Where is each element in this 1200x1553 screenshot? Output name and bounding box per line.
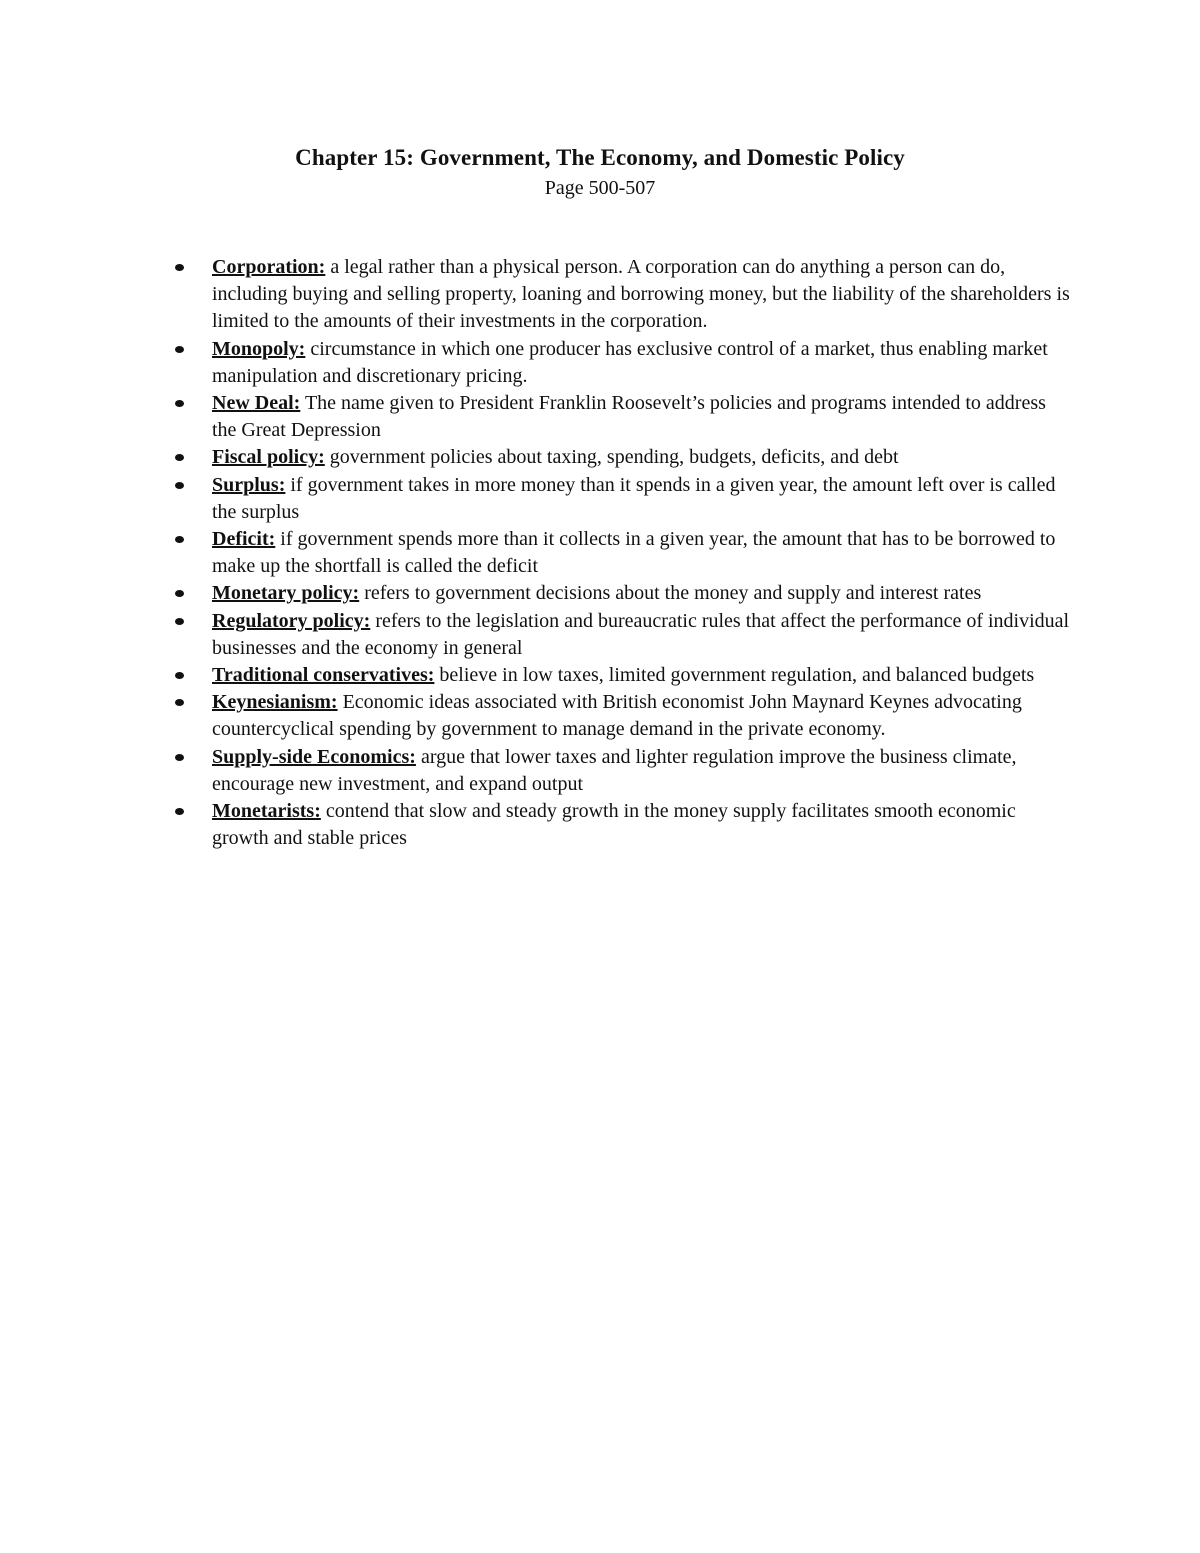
bullet-icon xyxy=(175,699,184,706)
bullet-icon xyxy=(175,618,184,625)
glossary-definition: a legal rather than a physical person. A corporation can do anything a person can do, including buying and selling property, loaning and borrowing money, but the liability of the shareholders is limited to the amounts of their investments in the corporation. xyxy=(212,256,1070,333)
list-item xyxy=(212,390,1072,444)
bullet-icon xyxy=(175,590,184,597)
bullet-icon xyxy=(175,536,184,543)
list-item xyxy=(212,608,1072,662)
list-item xyxy=(212,336,1072,390)
glossary-term: Monetary policy: xyxy=(212,582,360,605)
glossary-definition: refers to government decisions about the money and supply and interest rates xyxy=(359,582,982,605)
bullet-icon xyxy=(175,346,184,353)
glossary-definition: circumstance in which one producer has exclusive control of a market, thus enabling market manipulation and discretionary pricing. xyxy=(212,337,1048,387)
bullet-icon xyxy=(175,482,184,489)
glossary-term: Supply-side Economics: xyxy=(212,745,416,768)
page-title: Chapter 15: Government, The Economy, and Domestic Policy xyxy=(295,145,905,170)
bullet-icon xyxy=(175,264,184,271)
glossary-definition: government policies about taxing, spending, budgets, deficits, and debt xyxy=(324,446,899,469)
document-header xyxy=(0,142,1200,202)
bullet-icon xyxy=(175,672,184,679)
glossary-definition: contend that slow and steady growth in the money supply facilitates smooth economic growth and stable prices xyxy=(212,800,1016,850)
glossary-definition: if government takes in more money than it spends in a given year, the amount left over is called the surplus xyxy=(212,473,1056,523)
glossary-definition: believe in low taxes, limited government regulation, and balanced budgets xyxy=(434,664,1035,687)
glossary-definition: if government spends more than it collects in a given year, the amount that has to be borrowed to make up the shortfall is called the deficit xyxy=(212,528,1056,578)
glossary-term: Deficit: xyxy=(212,528,276,551)
list-item xyxy=(212,526,1072,580)
glossary-term: Regulatory policy: xyxy=(212,609,371,632)
glossary-term: New Deal: xyxy=(212,392,301,415)
bullet-icon xyxy=(175,754,184,761)
bullet-icon xyxy=(175,808,184,815)
glossary-term: Monetarists: xyxy=(212,800,321,823)
glossary-definition: The name given to President Franklin Roosevelt’s policies and programs intended to address the Great Depression xyxy=(212,392,1046,442)
list-item xyxy=(212,254,1072,336)
glossary-definition: refers to the legislation and bureaucratic rules that affect the performance of individual businesses and the economy in general xyxy=(212,609,1070,659)
list-item xyxy=(212,689,1072,743)
bullet-icon xyxy=(175,454,184,461)
list-item xyxy=(212,744,1072,798)
glossary-list xyxy=(212,254,1072,852)
glossary-term: Keynesianism: xyxy=(212,691,338,714)
glossary-term: Fiscal policy: xyxy=(212,446,325,469)
page-range-subtitle: Page 500-507 xyxy=(544,177,656,199)
list-item xyxy=(212,580,1072,607)
list-item xyxy=(212,662,1072,689)
glossary-definition: argue that lower taxes and lighter regulation improve the business climate, encourage new investment, and expand output xyxy=(212,745,1017,795)
bullet-icon xyxy=(175,400,184,407)
glossary-term: Monopoly: xyxy=(212,337,306,360)
glossary-definition: Economic ideas associated with British economist John Maynard Keynes advocating countercyclical spending by government to manage demand in the private economy. xyxy=(212,691,1022,741)
list-item xyxy=(212,798,1072,852)
list-item xyxy=(212,444,1072,471)
list-item xyxy=(212,472,1072,526)
glossary-term: Traditional conservatives: xyxy=(212,664,435,687)
glossary-term: Surplus: xyxy=(212,473,286,496)
glossary-term: Corporation: xyxy=(212,256,326,278)
